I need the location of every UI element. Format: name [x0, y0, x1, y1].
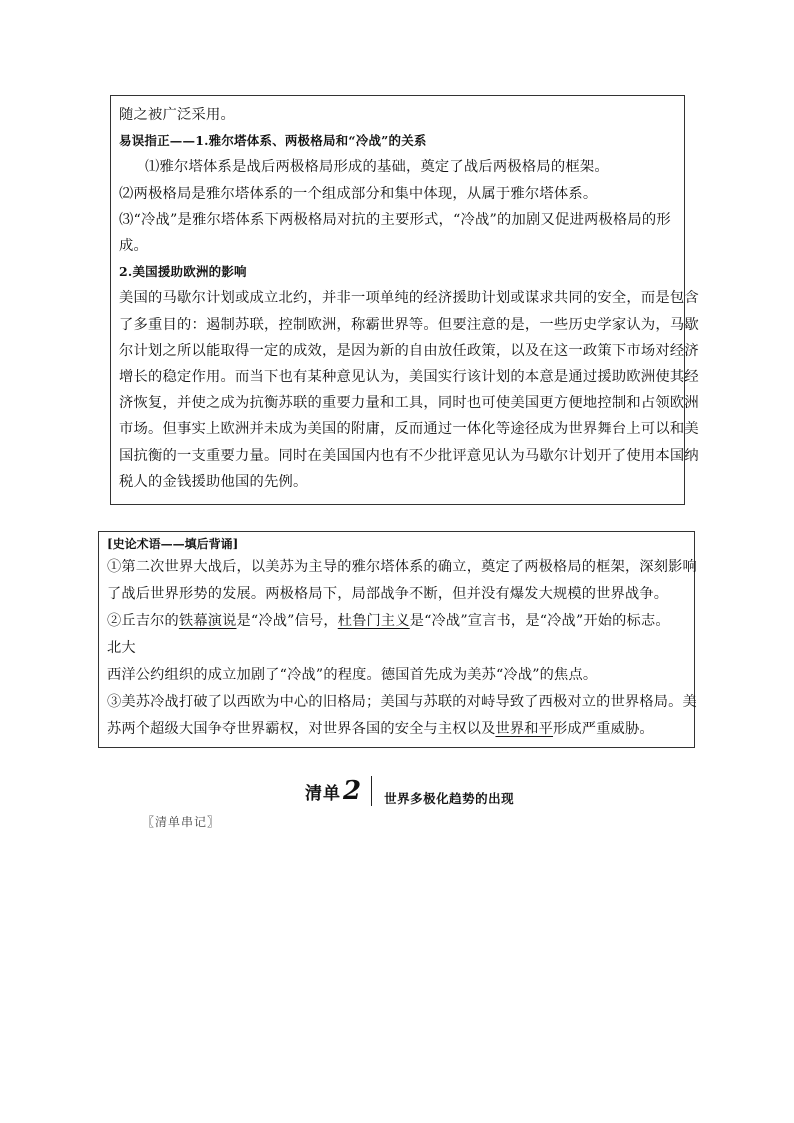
text-line: ⑵两极格局是雅尔塔体系的一个组成部分和集中体现，从属于雅尔塔体系。: [119, 185, 598, 202]
terms-heading: [史论术语——填后背诵]: [107, 537, 239, 551]
text-line: ①第二次世界大战后，以美苏为主导的雅尔塔体系的确立，奠定了两极格局的框架，深刻影响: [107, 559, 697, 575]
terms-box: [98, 531, 695, 748]
divider: [371, 776, 372, 806]
section-number: 2: [343, 776, 362, 806]
text-line: 西洋公约组织的成立加剧了“冷战”的程度。德国首先成为美苏“冷战”的焦点。: [107, 667, 598, 683]
text-segment: 是“冷战”信号，: [236, 613, 338, 629]
text-segment: 苏两个超级大国争夺世界霸权，对世界各国的安全与主权以及: [107, 721, 496, 737]
section-subtitle: 世界多极化趋势的出现: [384, 791, 515, 806]
text-line: 济恢复，并使之成为抗衡苏联的重要力量和工具，同时也可使美国更方便地控制和占领欧洲: [119, 395, 699, 412]
text-line: 北大: [107, 640, 136, 656]
section-title: [305, 774, 514, 808]
section-heading: 易误指正——1.雅尔塔体系、两极格局和“冷战”的关系: [119, 133, 427, 149]
text-line: 了多重目的：遏制苏联，控制欧洲，称霸世界等。但要注意的是，一些历史学家认为，马歇: [119, 316, 699, 333]
underlined-term: 铁幕演说: [178, 613, 237, 629]
text-line: 市场。但事实上欧洲并未成为美国的附庸，反而通过一体化等途径成为世界舞台上可以和美: [119, 421, 699, 438]
text-segment: 是“冷战”宣言书，是“冷战”开始的标志。: [409, 613, 670, 629]
text-line: [107, 716, 686, 743]
text-line: ⑶“冷战”是雅尔塔体系下两极格局对抗的主要形式，“冷战”的加剧又促进两极格局的形: [119, 211, 671, 228]
text-line: [107, 608, 686, 635]
text-segment: 形成严重威胁。: [553, 721, 654, 737]
text-line: ③美苏冷战打破了以西欧为中心的旧格局；美国与苏联的对峙导致了西极对立的世界格局。美: [107, 694, 697, 710]
text-line: 尔计划之所以能取得一定的成效，是因为新的自由放任政策，以及在这一政策下市场对经济: [119, 342, 699, 359]
section-label: 清单: [305, 783, 341, 804]
text-line: ⑴雅尔塔体系是战后两极格局形成的基础，奠定了战后两极格局的框架。: [145, 159, 609, 176]
text-line: 增长的稳定作用。而当下也有某种意见认为，美国实行该计划的本意是通过援助欧洲使其经: [119, 369, 699, 386]
list-tag: 〖清单串记〗: [142, 815, 221, 829]
notes-box: [110, 95, 699, 505]
section-heading: 2.美国援助欧洲的影响: [119, 264, 247, 280]
text-segment: ②丘吉尔的: [107, 613, 179, 629]
underlined-term: 杜鲁门主义: [337, 613, 410, 629]
text-line: 税人的金钱援助他国的先例。: [119, 473, 308, 490]
text-line: 随之被广泛采用。: [119, 107, 235, 123]
text-line: 成。: [119, 238, 148, 255]
text-line: 国抗衡的一支重要力量。同时在美国国内也有不少批评意见认为马歇尔计划开了使用本国纳: [119, 447, 699, 464]
text-line: 美国的马歇尔计划或成立北约，并非一项单纯的经济援助计划或谋求共同的安全，而是包含: [119, 290, 699, 307]
text-line: 了战后世界形势的发展。两极格局下，局部战争不断，但并没有爆发大规模的世界战争。: [107, 586, 669, 602]
underlined-term: 世界和平: [495, 721, 554, 737]
